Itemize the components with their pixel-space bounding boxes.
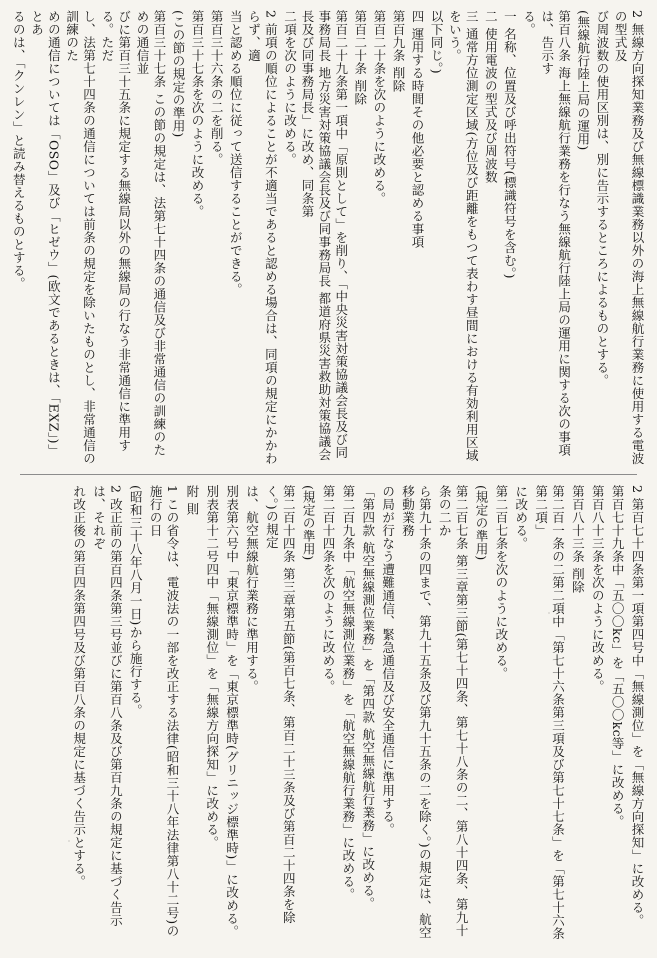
scan-speck <box>122 205 125 208</box>
text-line: に改める。 <box>513 485 529 550</box>
text-line: し、法第七十四条の通信については前条の規定を除いたものとし、非常通信の訓練のた <box>64 10 97 465</box>
text-line: 第百七十九条中「五〇〇kc」を「五〇〇kc等」に改める。 <box>610 485 626 829</box>
text-line: 第二百十四条 第三章第五節(第百七条、第百二十三条及び第百二十四条を除く。)の規定 <box>264 485 297 924</box>
text-line: 第二百十四条を次のように改める。 <box>321 485 336 693</box>
text-line: 第百八条 海上無線航行業務を行なう無線航行陸上局の運用に関する次の事項は、告示す <box>539 10 572 457</box>
upper-text-block <box>10 10 645 465</box>
divider-rule <box>20 474 637 475</box>
text-line: びに第百三十五条に規定する無線局以外の無線局の行なう非常通信に準用する。ただ <box>99 10 132 452</box>
text-line: 三 通常方位測定区域(方位及び距離をもつて表わす昼間における有効利用区域をいう。 <box>447 10 480 462</box>
text-line: 四 運用する時間その他必要と認める事項 <box>410 10 426 249</box>
text-line: 第百八十三条を次のように改める。 <box>590 485 606 693</box>
scan-speck <box>68 840 70 842</box>
text-line: 第百二十条 削除 <box>352 10 368 106</box>
text-line: 第百三十七条を次のように改める。 <box>190 10 206 218</box>
text-line: (無線航行陸上局の運用) <box>575 10 591 151</box>
text-line: 2 第百七十四条第一項第四号中「無線測位」を「無線方向探知」に改める。 <box>630 485 645 927</box>
text-line: (昭和三十八年八月一日)から施行する。 <box>128 485 144 717</box>
text-line: 当と認める順位に従って送信することができる。 <box>228 10 244 296</box>
text-line: 第百三十七条 この節の規定は、法第七十四条の通信及び非常通信の訓練のための通信並 <box>135 10 167 457</box>
text-line: (この節の規定の準用) <box>170 10 186 138</box>
text-line: 別表第十二号四中「無線測位」を「無線方向探知」に改める。 <box>204 485 220 849</box>
text-line: (規定の準用) <box>301 485 317 561</box>
text-line: は、航空無線航行業務に準用する。 <box>244 485 260 693</box>
text-line: 第百二十九条第一項中「原則として」を削り、「中央災害対策協議会長及び同事務局長 地方災害対策協議会長及び同事務局長 都道府県災害救助対策協議会長及び同事務局長」に改め、同条第 <box>300 10 349 461</box>
text-line: 第百三十六条の二を削る。 <box>209 10 225 166</box>
text-line: 1 この省令は、電波法の一部を改正する法律(昭和三十八年法律第八十二号)の施行の日 <box>148 485 180 938</box>
text-line: 一 名称、位置及び呼出符号(標識符号を含む。) <box>502 10 518 279</box>
text-line: の局が行なう遭難通信、緊急通信及び安全通信に準用する。 <box>380 485 396 836</box>
text-line: 2 前項の順位によることが不適当であると認める場合は、同項の規定にかかわらず、適 <box>246 10 279 465</box>
text-line: るのは、「クンレン」と読み替えるものとする。 <box>11 10 27 290</box>
text-line: 以下同じ。) <box>429 10 445 75</box>
text-line: 第二百七条を次のように改める。 <box>493 485 509 680</box>
text-line: 二 使用電波の型式及び周波数 <box>483 10 499 184</box>
scan-speck <box>548 612 550 614</box>
text-line: 2 無線方向探知業務及び無線標識業務以外の海上無線航行業務に使用する電波の型式及 <box>613 10 645 465</box>
text-line: 別表第六号中「東京標準時」を「東京標準時(グリニッジ標準時)」に改める。 <box>224 485 240 938</box>
text-line: び周波数の使用区別は、別に告示するところによるものとする。 <box>594 10 610 387</box>
text-line: る。 <box>521 10 537 36</box>
text-line: 第二百一条の二第二項中「第七十六条第三項及び第七十七条」を「第七十六条第二項」 <box>533 485 566 940</box>
text-line: れ改正後の第百四条第四号及び第百八条の規定に基づく告示とする。 <box>71 485 87 888</box>
text-line: 第二百七条 第三章第三節(第七十四条、第七十八条の二、第八十四条、第九十条の二か <box>437 485 470 937</box>
text-line: 第二百九条中「航空無線測位業務」を「航空無線航行業務」に改める。 <box>340 485 356 901</box>
lower-text-block <box>10 485 645 940</box>
text-line: (規定の準用) <box>474 485 489 561</box>
text-line: 第百八十三条 削除 <box>570 485 586 594</box>
text-line: 第百二十条を次のように改める。 <box>371 10 387 205</box>
text-line: 二項を次のように改める。 <box>282 10 298 166</box>
text-line: 第百九条 削除 <box>390 10 406 93</box>
text-line: めの通信については「OSO」及び「ヒゼウ」(欧文であるときは、「EXZ」)」とあ <box>29 10 62 458</box>
text-line: 附 則 <box>184 485 200 516</box>
text-line: 「第四款 航空無線測位業務」を「第四款 航空無線航行業務」に改める。 <box>360 485 376 910</box>
text-line: ら第九十条の四まで、第九十五条及び第九十五条の二を除く。)の規定は、航空移動業務 <box>400 485 433 940</box>
text-line: 2 改正前の第百四条第三号並びに第百八条及び第百九条の規定に基づく告示は、それぞ <box>91 485 124 927</box>
